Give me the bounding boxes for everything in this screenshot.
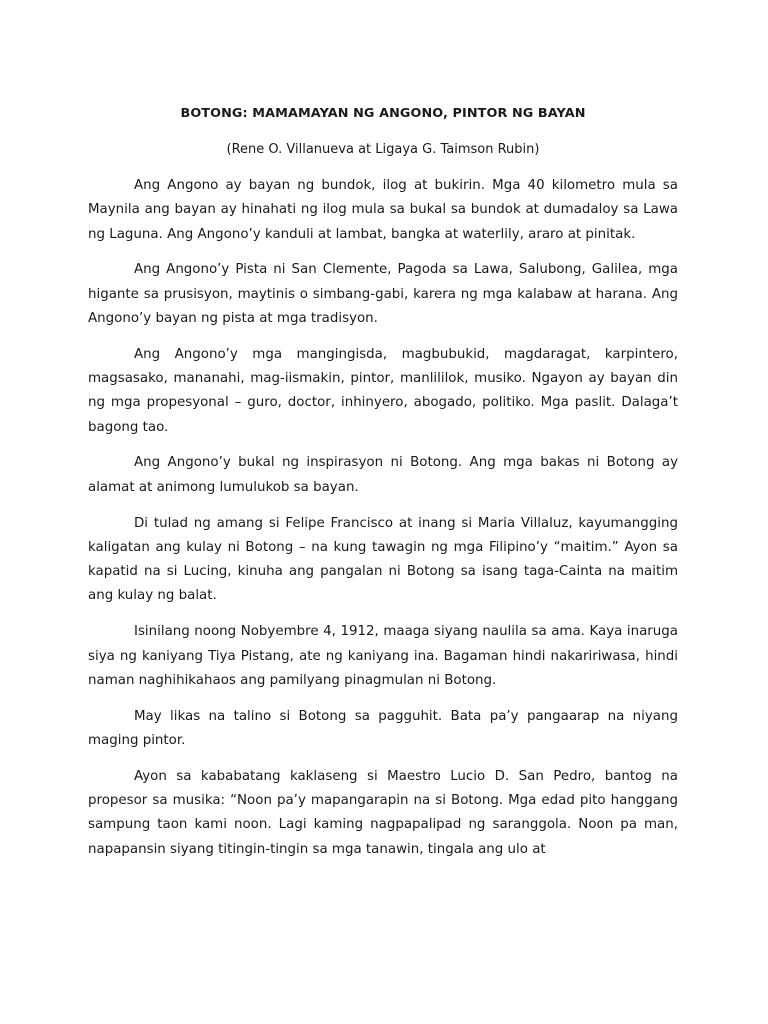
paragraph-8: Ayon sa kababatang kaklaseng si Maestro Lucio D. San Pedro, bantog na propesor sa musika: “Noon pa’y mapangarapin na si Botong. Mga edad pito hanggang sampung taon kami noon. Lagi kaming nagpapalipad ng saranggola. Noon pa man, napapansin siyang titingin-tingin sa mga tanawin, tingala ang ulo at — [88, 768, 678, 857]
paragraph-3: Ang Angono’y mga mangingisda, magbubukid, magdaragat, karpintero, magsasako, mananahi, mag-iismakin, pintor, manlililok, musiko. Ngayon ay bayan din ng mga propesyonal – guro, doctor, inhinyero, abogado, politiko. Mga paslit. Dalaga’t bagong tao. — [88, 346, 678, 435]
document-page — [88, 104, 678, 873]
paragraph-1: Ang Angono ay bayan ng bundok, ilog at bukirin. Mga 40 kilometro mula sa Maynila ang bayan ay hinahati ng ilog mula sa bukal sa bundok at dumadaloy sa Lawa ng Laguna. Ang Angono’y kanduli at lambat, bangka at waterlily, araro at pinitak. — [88, 178, 678, 242]
document-title: BOTONG: MAMAMAYAN NG ANGONO, PINTOR NG BAYAN — [180, 106, 586, 121]
paragraph-6: Isinilang noong Nobyembre 4, 1912, maaga siyang naulila sa ama. Kaya inaruga siya ng kaniyang Tiya Pistang, ate ng kaniyang ina. Bagaman hindi nakaririwasa, hindi naman naghihikahaos ang pamilyang pinagmulan ni Botong. — [88, 624, 678, 688]
paragraph-4: Ang Angono’y bukal ng inspirasyon ni Botong. Ang mga bakas ni Botong ay alamat at animong lumulukob sa bayan. — [88, 455, 678, 495]
document-authors: (Rene O. Villanueva at Ligaya G. Taimson Rubin) — [226, 142, 540, 157]
paragraph-5: Di tulad ng amang si Felipe Francisco at inang si Maria Villaluz, kayumangging kaligatan ang kulay ni Botong – na kung tawagin ng mga Filipino’y “maitim.” Ayon sa kapatid na si Lucing, kinuha ang pangalan ni Botong sa isang taga-Cainta na maitim ang kulay ng balat. — [88, 515, 678, 604]
paragraph-2: Ang Angono’y Pista ni San Clemente, Pagoda sa Lawa, Salubong, Galilea, mga higante sa prusisyon, maytinis o simbang-gabi, karera ng mga kalabaw at harana. Ang Angono’y bayan ng pista at mga tradisyon. — [88, 262, 678, 326]
paragraph-7: May likas na talino si Botong sa pagguhit. Bata pa’y pangaarap na niyang maging pintor. — [88, 708, 678, 748]
